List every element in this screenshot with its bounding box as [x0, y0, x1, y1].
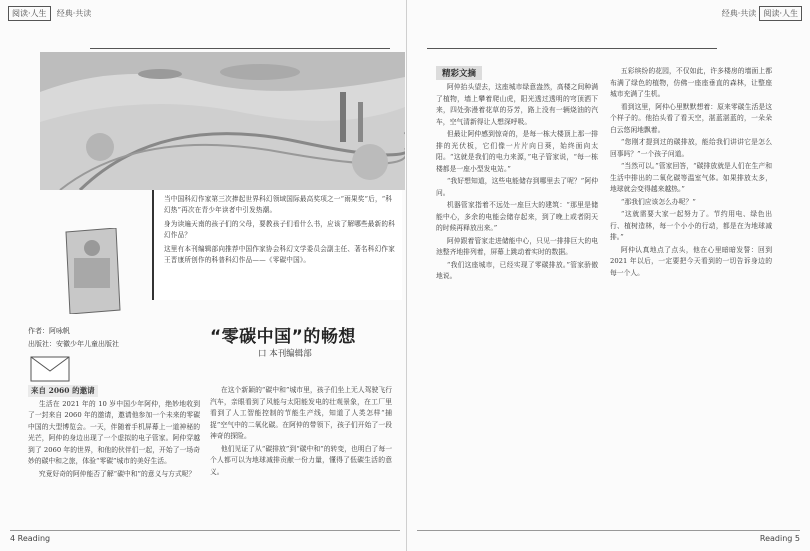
right-column-1 — [436, 82, 598, 284]
section-label: 精彩文摘 — [436, 66, 482, 80]
footer-rule — [417, 530, 800, 531]
column-badge: 阅读·人生 — [759, 6, 802, 21]
right-header — [719, 6, 802, 21]
column-badge: 阅读·人生 — [8, 6, 51, 21]
paragraph: “那我们应该怎么办呢？” — [620, 197, 696, 206]
paragraph: 阿仲跟着管家走进储能中心，只见一排排巨大的电池整齐地排列着，屏幕上跳动着实时的数据。 — [436, 236, 598, 256]
paragraph: 看到这里，阿仲心里默默想着：原来零碳生活是这个样子的。他抬头看了看天空，湛蓝湛蓝的，一朵朵白云悠闲地飘着。 — [610, 102, 772, 134]
right-column-2 — [610, 66, 772, 280]
paragraph: “您刚才提到过的碳排放，能给我们讲讲它是怎么回事吗？”一个孩子问道。 — [610, 138, 772, 158]
footer-rule — [10, 530, 400, 531]
paragraph: 在这个新颖的“碳中和”城市里，孩子们坐上无人驾驶飞行汽车，亲眼看到了风能与太阳能发电的壮观景象，在工厂里看到了人工智能控制的节能生产线，知道了人类怎样“捕捉”空气中的二氧化碳。在阿仲的带领下，孩子们开始了一段神奇的探险。 — [210, 386, 392, 440]
paragraph: “这就需要大家一起努力了。节约用电、绿色出行、植树造林，每一个小小的行动，都是在为地球减排。” — [610, 210, 772, 241]
book-cover — [60, 228, 122, 314]
envelope-icon — [30, 356, 70, 382]
header-rule — [427, 48, 717, 49]
subheading: 来自 2060 的邀请 — [28, 385, 98, 397]
column-tag: 经典·共读 — [56, 9, 92, 18]
paragraph: 他们见证了从“碳排放”到“碳中和”的转变，也明白了每一个人都可以为地球减排贡献一份力量，懂得了低碳生活的意义。 — [210, 444, 392, 476]
header-rule — [90, 48, 390, 49]
paragraph: 阿仲认真地点了点头，他在心里暗暗发誓：回到 2021 年以后，一定要把今天看到的一切告诉身边的每一个人。 — [610, 245, 772, 277]
paragraph: 究竟好奇的阿仲能否了解“碳中和”的意义与方式呢？ — [38, 469, 196, 478]
paragraph: “我好想知道，这些电能储存到哪里去了呢？”阿仲问。 — [436, 177, 598, 197]
intro-box — [152, 190, 402, 300]
paragraph: 机器管家指着不远处一座巨大的建筑：“那里是储能中心，多余的电能会储存起来，到了晚上或者阴天的时候再释放出来。” — [436, 201, 598, 232]
paragraph: 阿仲抬头望去，这座城市绿意盎然，高楼之间种满了植物，墙上攀着爬山虎，阳光透过透明的穹顶洒下来，四处弥漫着花草的芬芳，路上没有一辆烧油的汽车，空气清新得让人想深呼吸。 — [436, 83, 598, 126]
left-column-1 — [28, 385, 200, 481]
left-column-2 — [210, 385, 392, 479]
intro-paragraph: 身为读遍天南的孩子们的父母，要教孩子们看什么书，应该了解哪些最新的科幻作品？ — [164, 220, 395, 239]
column-tag: 经典·共读 — [721, 9, 757, 18]
paragraph: 生活在 2021 年的 10 岁中国少年阿仲，绝妙地收到了一封来自 2060 年的邀请，邀请他参加一个未来的零碳中国的大型博览会。一天，伴随着手机屏幕上一道神秘的光芒，阿仲的身边出现了一个虚拟的电子管家。阿仲穿越到了 2060 年的世界，和他的伙伴们一起，开始了一场奇妙的碳中和之旅，体验“零碳”城市的美好生活。 — [28, 399, 200, 465]
intro-paragraph: 这里有本刊编辑部向推荐中国作家协会科幻文学委员会副主任、著名科幻作家王晋康所创作的科普科幻作品——《零碳中国》。 — [164, 245, 395, 264]
intro-paragraph: 当中国科幻作家第三次捧起世界科幻领域国际最高奖项之一“雨果奖”后，“科幻热”再次在青少年读者中引发热潮。 — [164, 195, 393, 214]
article-title: “零碳中国”的畅想 — [210, 327, 356, 347]
page-number-left: 4 Reading — [10, 534, 51, 543]
hero-illustration — [40, 52, 405, 190]
article-byline: 口 本刊编辑部 — [258, 349, 312, 359]
publisher-line: 出版社：安徽少年儿童出版社 — [28, 340, 119, 348]
paragraph: “我们这座城市，已经实现了零碳排放。”管家骄傲地说。 — [436, 260, 598, 280]
paragraph: “当然可以。”管家回答，“碳排放就是人们在生产和生活中排出的二氧化碳等温室气体。如果排放太多，地球就会变得越来越热。” — [610, 162, 772, 193]
paragraph: 五彩缤纷的花园，不仅如此，许多楼房的墙面上都布满了绿色的植物，仿佛一座座垂直的森林，让整座城市充满了生机。 — [610, 67, 772, 98]
left-header — [8, 6, 91, 21]
page-number-right: Reading 5 — [759, 534, 800, 543]
author-line: 作者：阿咏帆 — [28, 327, 70, 335]
paragraph: 但最让阿仲感到惊奇的，是每一栋大楼顶上那一排排的光伏板，它们像一片片向日葵，始终面向太阳。“这就是我们的电力来源，”电子管家说，“每一栋楼都是一座小型发电站。” — [436, 130, 598, 173]
